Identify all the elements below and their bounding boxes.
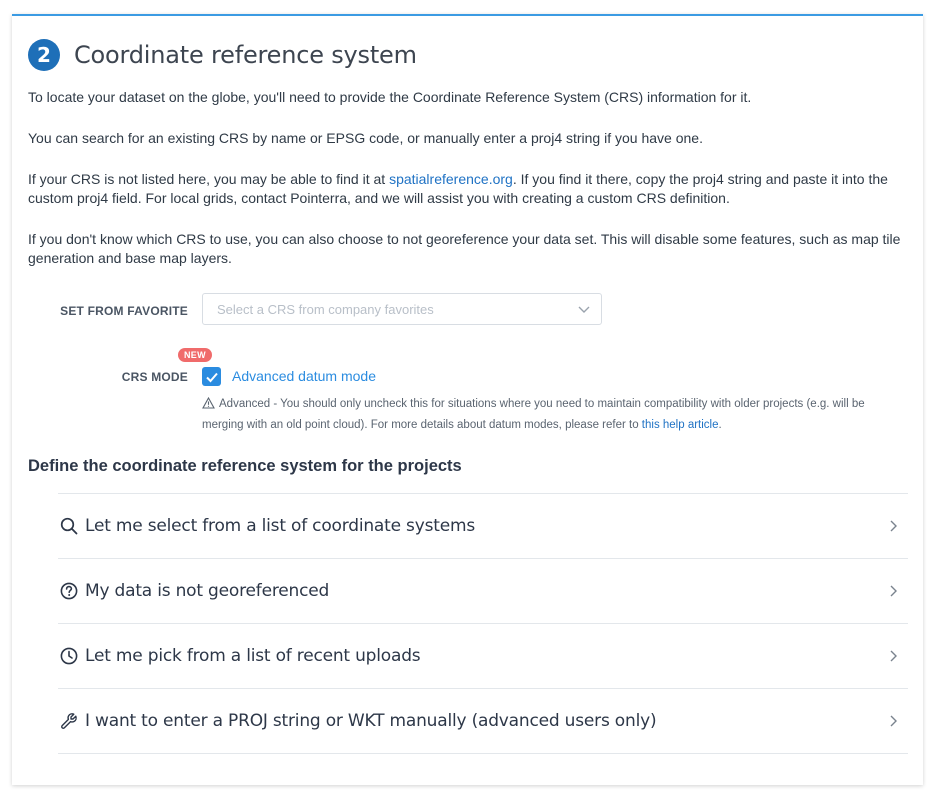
wrench-icon: [59, 711, 79, 731]
crs-panel: [12, 14, 923, 785]
question-circle-icon: [59, 581, 79, 601]
step-number-badge: 2: [28, 39, 60, 71]
advanced-note-end: .: [718, 419, 722, 431]
clock-icon: [59, 646, 79, 666]
section-heading: [28, 38, 417, 72]
chevron-right-icon: [888, 584, 898, 598]
intro-paragraph-1: To locate your dataset on the globe, you'll need to provide the Coordinate Reference System (CRS) information for it.: [28, 89, 752, 105]
favorite-select-placeholder: Select a CRS from company favorites: [217, 301, 434, 317]
crs-options-list: [58, 493, 908, 754]
intro-paragraph-3-text-a: If your CRS is not listed here, you may be able to find it at: [28, 171, 390, 187]
advanced-datum-note: [202, 394, 902, 436]
crs-mode-label: CRS MODE: [121, 370, 188, 384]
option-label: Let me select from a list of coordinate systems: [85, 516, 475, 536]
option-manual-proj[interactable]: [58, 689, 908, 754]
define-crs-title: Define the coordinate reference system for the projects: [28, 457, 462, 475]
spatialreference-link[interactable]: spatialreference.org: [389, 171, 513, 187]
chevron-right-icon: [888, 649, 898, 663]
option-label: Let me pick from a list of recent uploads: [85, 646, 421, 666]
help-article-link[interactable]: this help article: [641, 419, 719, 431]
option-label: I want to enter a PROJ string or WKT manually (advanced users only): [85, 711, 657, 731]
option-select-from-list[interactable]: [58, 494, 908, 559]
option-not-georeferenced[interactable]: [58, 559, 908, 624]
checkmark-icon: [205, 370, 219, 384]
chevron-right-icon: [888, 714, 898, 728]
intro-paragraph-3: [28, 170, 904, 208]
warning-icon: [202, 397, 215, 409]
chevron-right-icon: [888, 519, 898, 533]
chevron-down-icon: [577, 302, 591, 316]
intro-paragraph-3-text-b: . If you find it there, copy the proj4 string and paste it into the custom proj4 field. For local grids, contact Pointerra, and we will assist you with creating a custom CRS definition.: [28, 171, 888, 206]
new-badge: NEW: [178, 348, 212, 362]
favorite-select[interactable]: [202, 293, 602, 325]
advanced-datum-label[interactable]: Advanced datum mode: [232, 368, 376, 384]
intro-paragraph-2: You can search for an existing CRS by name or EPSG code, or manually enter a proj4 string if you have one.: [28, 130, 703, 146]
option-label: My data is not georeferenced: [85, 581, 330, 601]
advanced-note-text: Advanced - You should only uncheck this for situations where you need to maintain compatibility with older projects (e.g. will be merging with an old point cloud). For more details about datum modes, please refer to: [202, 398, 865, 431]
favorite-label: SET FROM FAVORITE: [60, 304, 188, 318]
advanced-datum-checkbox[interactable]: [202, 367, 221, 386]
page-title: Coordinate reference system: [74, 41, 417, 69]
option-recent-uploads[interactable]: [58, 624, 908, 689]
search-icon: [59, 516, 79, 536]
intro-paragraph-4: If you don't know which CRS to use, you can also choose to not georeference your data set. This will disable some features, such as map tile generation and base map layers.: [28, 231, 901, 266]
